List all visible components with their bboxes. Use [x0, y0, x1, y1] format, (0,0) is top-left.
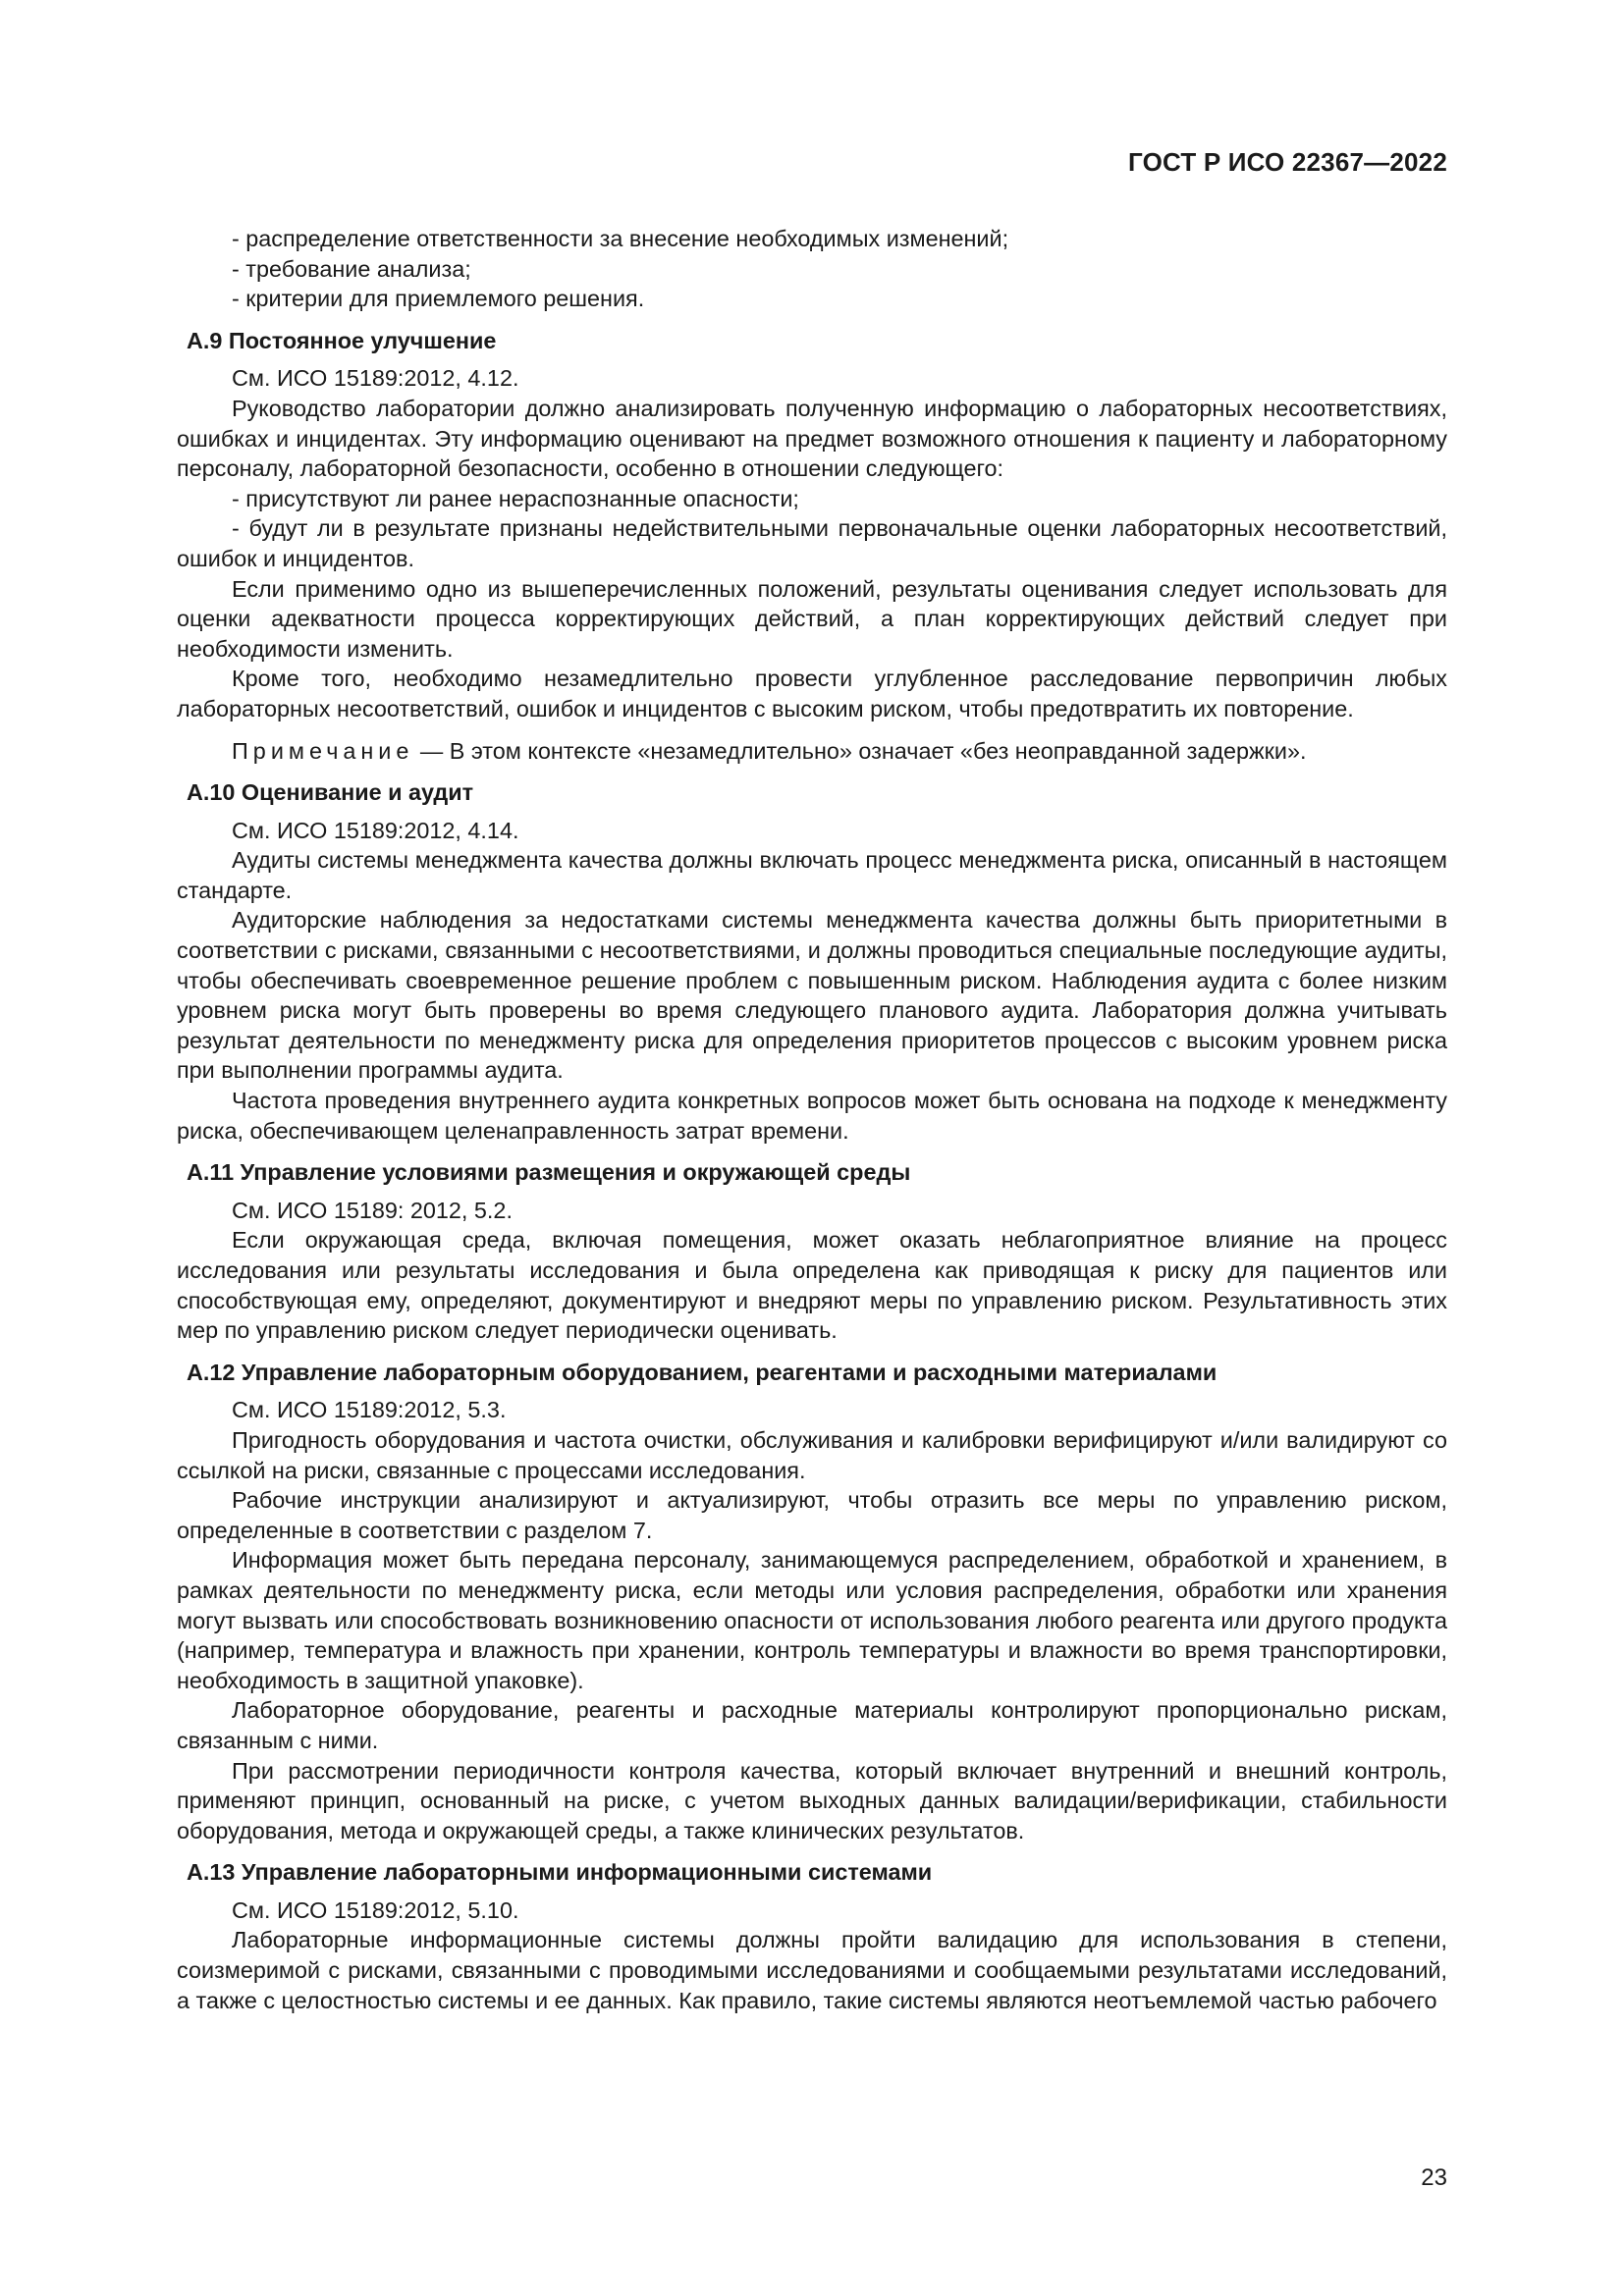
- note: [177, 736, 1447, 767]
- paragraph: Информация может быть передана персоналу, занимающемуся распределением, обработкой и хранением, в рамках деятельности по менеджменту риска, если методы или условия распределения, обработки или хранения могут вызвать или способствовать возникновению опасности от использования любого реагента или другого продукта (например, температура и влажность при хранении, контроль температуры и влажности во время транспортировки, необходимость в защитной упаковке).: [177, 1547, 1447, 1693]
- paragraph: Руководство лаборатории должно анализировать полученную информацию о лабораторных несоответствиях, ошибках и инцидентах. Эту информацию оценивают на предмет возможного отношения к пациенту и лабораторному персоналу, лабораторной безопасности, особенно в отношении следующего:: [177, 395, 1447, 482]
- reference: См. ИСО 15189:2012, 5.3.: [232, 1397, 507, 1423]
- note-text: — В этом контексте «незамедлительно» означает «без неоправданной задержки».: [413, 737, 1307, 764]
- section-heading-a12: А.12 Управление лабораторным оборудованием, реагентами и расходными материалами: [187, 1359, 1218, 1385]
- reference: См. ИСО 15189:2012, 5.10.: [232, 1896, 519, 1923]
- section-heading-a10: А.10 Оценивание и аудит: [187, 779, 474, 806]
- paragraph: Кроме того, необходимо незамедлительно провести углубленное расследование первопричин любых лабораторных несоответствий, ошибок и инцидентов с высоким риском, чтобы предотвратить их повторение.: [177, 666, 1447, 721]
- paragraph: Аудиты системы менеджмента качества должны включать процесс менеджмента риска, описанный в настоящем стандарте.: [177, 847, 1447, 903]
- paragraph: Если окружающая среда, включая помещения, может оказать неблагоприятное влияние на процесс исследования или результаты исследования и была определена как приводящая к риску для пациентов или способствующая ему, определяют, документируют и внедряют меры по управлению риском. Результативность этих мер по управлению риском следует периодически оценивать.: [177, 1227, 1447, 1344]
- list-item: - распределение ответственности за внесение необходимых изменений;: [232, 226, 1009, 251]
- paragraph: При рассмотрении периодичности контроля качества, который включает внутренний и внешний контроль, применяют принцип, основанный на риске, с учетом выходных данных валидации/верификации, стабильности оборудования, метода и окружающей среды, а также клинических результатов.: [177, 1757, 1447, 1843]
- reference: См. ИСО 15189: 2012, 5.2.: [232, 1197, 513, 1223]
- paragraph: Частота проведения внутреннего аудита конкретных вопросов может быть основана на подходе к менеджменту риска, обеспечивающем целенаправленность затрат времени.: [177, 1088, 1447, 1144]
- list-item: - будут ли в результате признаны недействительными первоначальные оценки лабораторных несоответствий, ошибок и инцидентов.: [177, 515, 1447, 571]
- page-number: 23: [1421, 2164, 1447, 2191]
- section-heading-a9: А.9 Постоянное улучшение: [187, 327, 497, 353]
- paragraph: Лабораторные информационные системы должны пройти валидацию для использования в степени, соизмеримой с рисками, связанными с проводимыми исследованиями и сообщаемыми результатами исследований, а также с целостностью системы и ее данных. Как правило, такие системы являются неотъемлемой частью рабочего: [177, 1927, 1447, 2013]
- note-label: Примечание: [232, 737, 414, 764]
- section-heading-a11: А.11 Управление условиями размещения и окружающей среды: [187, 1159, 911, 1186]
- list-item: - присутствуют ли ранее нераспознанные опасности;: [232, 485, 799, 511]
- reference: См. ИСО 15189:2012, 4.14.: [232, 817, 519, 843]
- document-code: ГОСТ Р ИСО 22367—2022: [1127, 147, 1447, 177]
- section-heading-a13: А.13 Управление лабораторными информационными системами: [187, 1859, 933, 1886]
- paragraph: Рабочие инструкции анализируют и актуализируют, чтобы отразить все меры по управлению риском, определенные в соответствии с разделом 7.: [177, 1487, 1447, 1543]
- paragraph: Пригодность оборудования и частота очистки, обслуживания и калибровки верифицируют и/или валидируют со ссылкой на риски, связанные с процессами исследования.: [177, 1426, 1447, 1483]
- paragraph: Если применимо одно из вышеперечисленных положений, результаты оценивания следует использовать для оценки адекватности процесса корректирующих действий, а план корректирующих действий следует при необходимости изменить.: [177, 575, 1447, 662]
- reference: См. ИСО 15189:2012, 4.12.: [232, 365, 519, 392]
- list-item: - критерии для приемлемого решения.: [232, 286, 645, 312]
- page-content: [177, 224, 1447, 2015]
- paragraph: Лабораторное оборудование, реагенты и расходные материалы контролируют пропорционально рискам, связанным с ними.: [177, 1697, 1447, 1753]
- list-item: - требование анализа;: [232, 255, 471, 282]
- paragraph: Аудиторские наблюдения за недостатками системы менеджмента качества должны быть приоритетными в соответствии с рисками, связанными с несоответствиями, и должны проводиться специальные последующие аудиты, чтобы обеспечивать своевременное решение проблем с повышенным риском. Наблюдения аудита с более низким уровнем риска могут быть проверены во время следующего планового аудита. Лаборатория должна учитывать результат деятельности по менеджменту риска для определения приоритетов процессов с высоким уровнем риска при выполнении программы аудита.: [177, 907, 1447, 1084]
